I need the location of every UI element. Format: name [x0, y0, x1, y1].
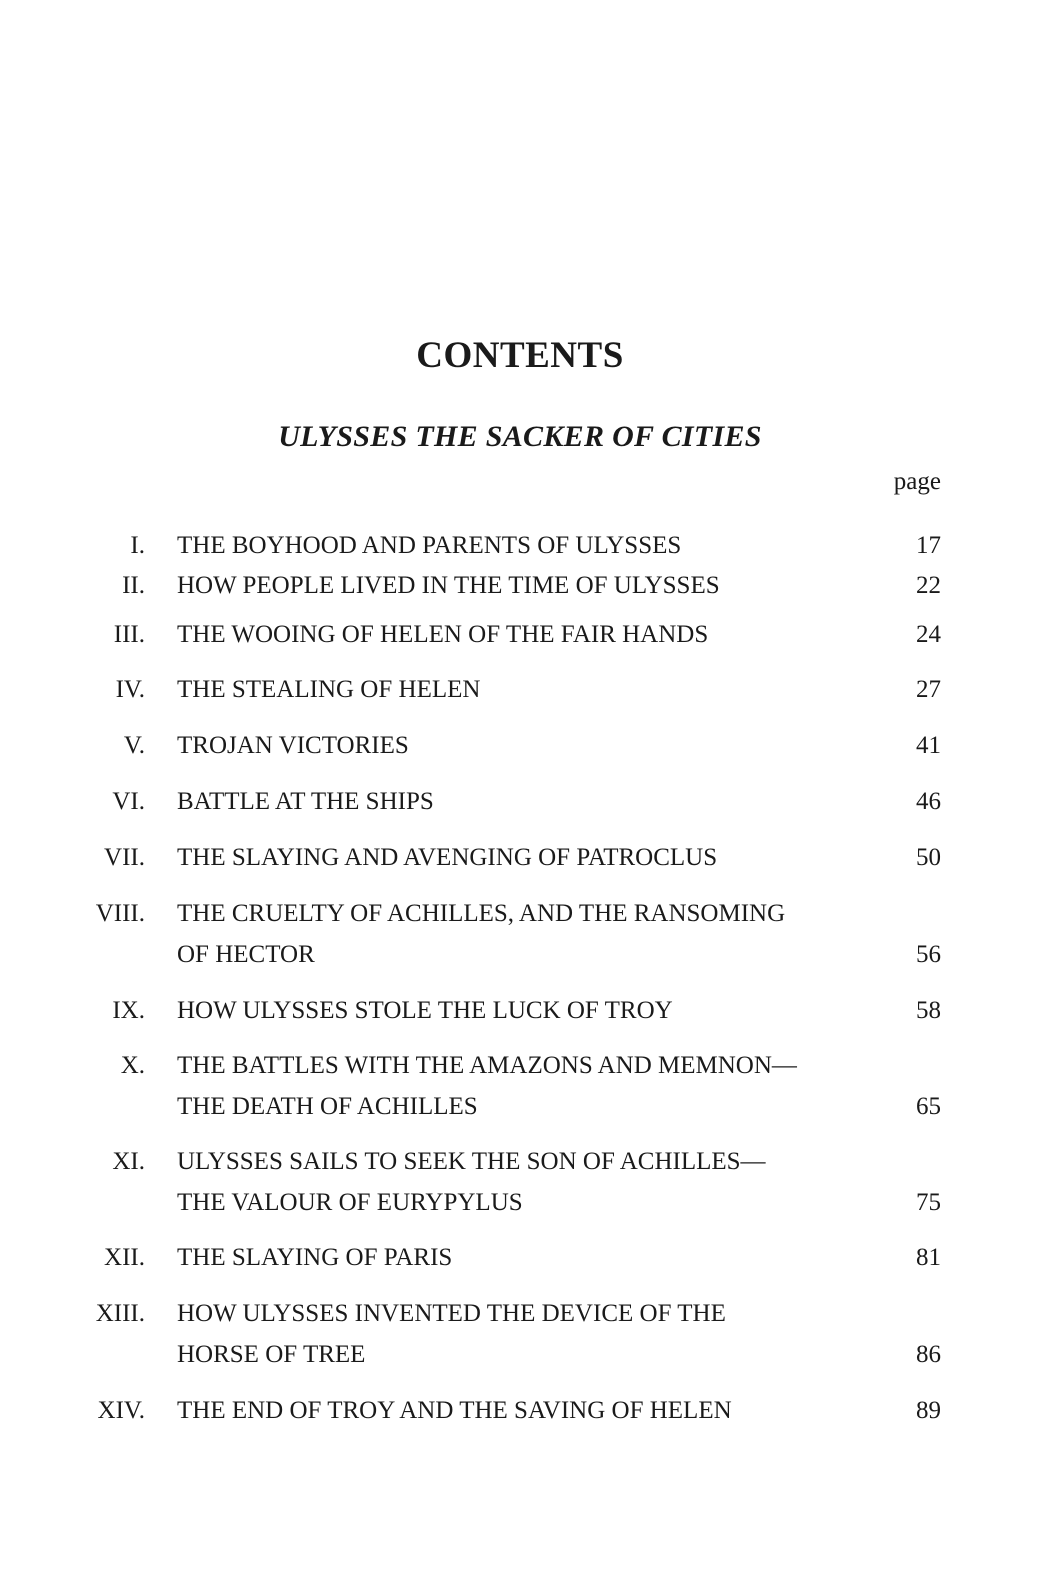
- chapter-title-line: HOW ULYSSES STOLE THE LUCK OF TROY: [177, 997, 673, 1024]
- contents-heading: CONTENTS: [416, 335, 624, 376]
- chapter-number: I.: [130, 532, 145, 559]
- chapter-number: II.: [122, 572, 145, 599]
- chapter-title-line: THE STEALING OF HELEN: [177, 676, 481, 703]
- chapter-title-line: THE CRUELTY OF ACHILLES, AND THE RANSOMING: [177, 900, 786, 927]
- page-number: 86: [916, 1341, 941, 1368]
- chapter-number: XIII.: [95, 1300, 145, 1327]
- page-number: 24: [916, 621, 941, 648]
- chapter-title: [177, 614, 877, 655]
- chapter-title-line: TROJAN VICTORIES: [177, 732, 409, 759]
- chapter-title-line: ULYSSES SAILS TO SEEK THE SON OF ACHILLES—: [177, 1148, 766, 1175]
- toc-entry: [0, 837, 1051, 878]
- chapter-title: [177, 669, 877, 710]
- toc-entry: [0, 565, 1051, 606]
- chapter-number: III.: [113, 621, 145, 648]
- chapter-title: [177, 781, 877, 822]
- chapter-title: [177, 893, 877, 975]
- chapter-title-line: THE SLAYING AND AVENGING OF PATROCLUS: [177, 844, 718, 871]
- chapter-title: [177, 565, 877, 606]
- page-number: 89: [916, 1397, 941, 1424]
- page-number: 41: [916, 732, 941, 759]
- chapter-number: VIII.: [95, 900, 145, 927]
- page-column-label: page: [893, 468, 941, 495]
- chapter-number: VI.: [112, 788, 145, 815]
- chapter-title: [177, 525, 877, 566]
- page-number: 75: [916, 1189, 941, 1216]
- chapter-number: IV.: [115, 676, 145, 703]
- page-number: 81: [916, 1244, 941, 1271]
- toc-entry: [0, 525, 1051, 566]
- chapter-number: X.: [120, 1052, 145, 1079]
- chapter-title-line: HOW ULYSSES INVENTED THE DEVICE OF THE: [177, 1300, 726, 1327]
- chapter-number: XIV.: [97, 1397, 145, 1424]
- chapter-title-line: HORSE OF TREE: [177, 1341, 366, 1368]
- toc-entry: [0, 990, 1051, 1031]
- chapter-title: [177, 1045, 877, 1127]
- page-number: 27: [916, 676, 941, 703]
- chapter-title-line: THE VALOUR OF EURYPYLUS: [177, 1189, 523, 1216]
- chapter-number: V.: [123, 732, 145, 759]
- toc-entry: [0, 669, 1051, 710]
- page-number: 22: [916, 572, 941, 599]
- chapter-title-line: THE BOYHOOD AND PARENTS OF ULYSSES: [177, 532, 682, 559]
- chapter-number: XII.: [104, 1244, 145, 1271]
- chapter-title-line: THE END OF TROY AND THE SAVING OF HELEN: [177, 1397, 732, 1424]
- toc-entry: [0, 1045, 1051, 1127]
- toc-entry: [0, 614, 1051, 655]
- chapter-title: [177, 1237, 877, 1278]
- chapter-title-line: THE SLAYING OF PARIS: [177, 1244, 453, 1271]
- chapter-title: [177, 990, 877, 1031]
- chapter-title: [177, 1141, 877, 1223]
- page-number: 56: [916, 941, 941, 968]
- book-title: ULYSSES THE SACKER OF CITIES: [278, 420, 762, 453]
- chapter-title-line: BATTLE AT THE SHIPS: [177, 788, 434, 815]
- toc-entry: [0, 1237, 1051, 1278]
- page-number: 50: [916, 844, 941, 871]
- chapter-title: [177, 1390, 877, 1431]
- chapter-title-line: OF HECTOR: [177, 941, 315, 968]
- toc-entry: [0, 1141, 1051, 1223]
- chapter-title-line: THE DEATH OF ACHILLES: [177, 1093, 478, 1120]
- page-number: 58: [916, 997, 941, 1024]
- chapter-title-line: THE WOOING OF HELEN OF THE FAIR HANDS: [177, 621, 709, 648]
- toc-entry: [0, 725, 1051, 766]
- chapter-title: [177, 725, 877, 766]
- chapter-title-line: THE BATTLES WITH THE AMAZONS AND MEMNON—: [177, 1052, 797, 1079]
- page-number: 65: [916, 1093, 941, 1120]
- chapter-number: XI.: [112, 1148, 145, 1175]
- toc-entry: [0, 1293, 1051, 1375]
- chapter-title: [177, 1293, 877, 1375]
- chapter-title-line: HOW PEOPLE LIVED IN THE TIME OF ULYSSES: [177, 572, 720, 599]
- page-number: 46: [916, 788, 941, 815]
- toc-entry: [0, 893, 1051, 975]
- chapter-number: VII.: [104, 844, 145, 871]
- toc-entry: [0, 781, 1051, 822]
- chapter-title: [177, 837, 877, 878]
- page-number: 17: [916, 532, 941, 559]
- chapter-number: IX.: [112, 997, 145, 1024]
- toc-entry: [0, 1390, 1051, 1431]
